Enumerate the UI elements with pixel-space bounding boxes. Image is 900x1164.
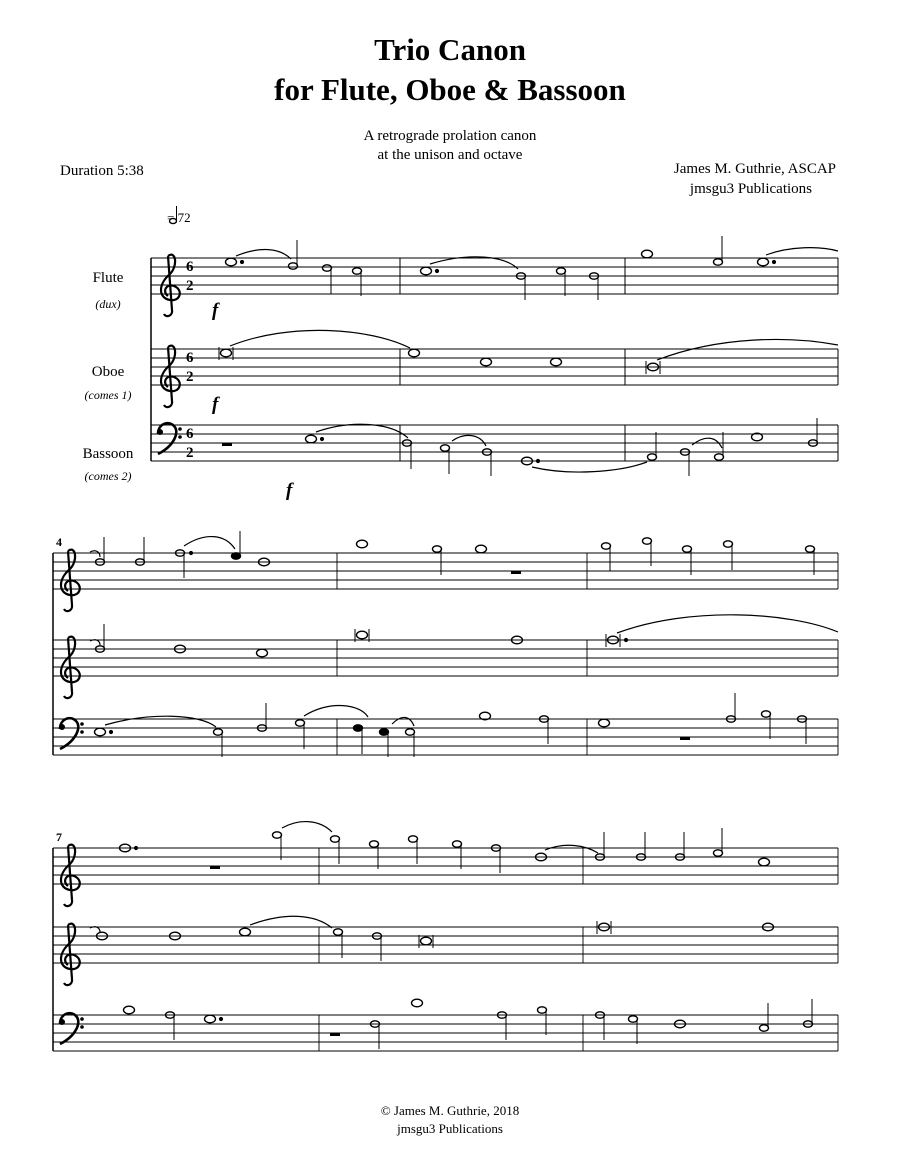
time-signature-top: 6 — [186, 350, 194, 366]
dynamic-marking: f — [286, 480, 293, 501]
oboe-staff — [151, 349, 838, 385]
bass-clef-icon — [59, 718, 84, 749]
system-1-barlines — [400, 258, 838, 461]
time-signature-top: 6 — [186, 426, 194, 442]
notes-system-2 — [90, 531, 838, 757]
system-3-staff-lines — [53, 848, 838, 1051]
dynamic-marking: f — [212, 300, 219, 321]
flute-notes-system-1 — [226, 236, 839, 300]
time-signature-bottom: 2 — [186, 369, 194, 385]
measure-number: 7 — [56, 830, 62, 844]
time-signature-bottom: 2 — [186, 445, 194, 461]
instrument-name-oboe: Oboe — [91, 364, 125, 380]
oboe-notes-system-1 — [219, 330, 838, 374]
instrument-name-flute: Flute — [92, 270, 124, 286]
instrument-role-bassoon: (comes 2) — [84, 469, 132, 483]
duration-label: Duration 5:38 — [60, 163, 144, 179]
bass-clef-icon — [59, 1013, 84, 1044]
system-3 — [53, 822, 838, 1051]
system-1 — [151, 236, 838, 501]
bassoon-notes-system-1 — [222, 418, 818, 476]
system-2-staff-lines — [53, 553, 838, 755]
footer-publisher: jmsgu3 Publications — [397, 1121, 503, 1136]
instrument-role-flute: (dux) — [95, 297, 121, 311]
description-line-1: A retrograde prolation canon — [363, 128, 537, 144]
measure-number: 4 — [56, 535, 62, 549]
time-signature-bottom: 2 — [186, 278, 194, 294]
instrument-name-bassoon: Bassoon — [82, 446, 134, 462]
flute-staff — [151, 258, 838, 294]
instrument-role-oboe: (comes 1) — [84, 388, 132, 402]
piece-subtitle-instrumentation: for Flute, Oboe & Bassoon — [274, 72, 626, 107]
system-2 — [53, 531, 838, 757]
dynamic-marking: f — [212, 394, 219, 415]
piece-title: Trio Canon — [374, 32, 526, 67]
time-signature-top: 6 — [186, 259, 194, 275]
tempo-marking: = 72 — [167, 210, 191, 225]
publisher-credit: jmsgu3 Publications — [689, 181, 812, 197]
footer-copyright: © James M. Guthrie, 2018 — [380, 1103, 520, 1118]
bassoon-staff — [151, 425, 838, 461]
composer-credit: James M. Guthrie, ASCAP — [673, 161, 836, 177]
description-line-2: at the unison and octave — [377, 147, 523, 163]
